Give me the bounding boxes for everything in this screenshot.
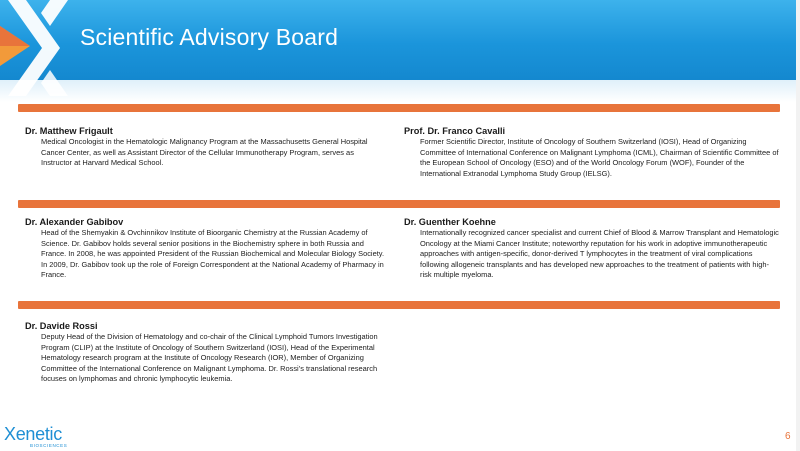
member-description: Deputy Head of the Division of Hematology and co-chair of the Clinical Lymphoid Tumors Investigation Program (CLIP) at the Institute of Oncology of Southern Switzerland (IOSI), Head of the Experimental Hematology research program at the Institute of Oncology Research (IOR), Member of Organizing Committee of the International Conference on Malignant Lymphoma. Dr. Rossi’s translational research focuses on lymphomas and chronic lymphocytic leukemia. bbox=[41, 332, 378, 384]
header-shine bbox=[0, 80, 800, 102]
logo-wordmark: Xenetic bbox=[4, 424, 62, 444]
member-name: Prof. Dr. Franco Cavalli bbox=[404, 126, 506, 136]
divider-bar-middle bbox=[18, 200, 780, 208]
member-description: Head of the Shemyakin & Ovchinnikov Institute of Bioorganic Chemistry at the Russian Academy of Science. Dr. Gabibov holds several senior positions in the Biochemistry sphere in both Russia and France. In 2008, he was appointed President of the Russian Biochemical and Molecular Biology Society. In 2009, Dr. Gabibov took up the role of Foreign Correspondent at the National Academy of Pharmacy in France. bbox=[41, 228, 385, 280]
logo-subtitle: BIOSCIENCES bbox=[30, 443, 68, 448]
member-description: Former Scientific Director, Institute of Oncology of Southern Switzerland (IOSI), Head of Organizing Committee of International Conference on Malignant Lymphoma (ICML), Chairman of Scientific Committee of the European School of Oncology (ESO) and of the World Oncology Forum (WOF), Founder of the International Extranodal Lymphoma Study Group (IELSG). bbox=[420, 137, 779, 178]
member-name: Dr. Matthew Frigault bbox=[25, 126, 113, 136]
divider-bar-top bbox=[18, 104, 780, 112]
x-logo-icon bbox=[0, 0, 76, 96]
member-bio-koehne bbox=[404, 216, 780, 281]
divider-bar-bottom bbox=[18, 301, 780, 309]
member-name: Dr. Alexander Gabibov bbox=[25, 217, 124, 227]
member-bio-cavalli bbox=[404, 125, 780, 179]
page-number: 6 bbox=[785, 431, 791, 442]
member-bio-frigault bbox=[25, 125, 385, 169]
member-description: Medical Oncologist in the Hematologic Malignancy Program at the Massachusetts General Hospital Cancer Center, as well as Assistant Director of the Cellular Immunotherapy Program, serves as Instructor at Harvard Medical School. bbox=[41, 137, 368, 168]
member-name: Dr. Guenther Koehne bbox=[404, 217, 496, 227]
slide-edge bbox=[796, 0, 800, 451]
member-description: Internationally recognized cancer specialist and current Chief of Blood & Marrow Transplant and Hematologic Oncology at the Miami Cancer Institute; noteworthy reputation for his work in adoptive immunotherapeutic approaches with antigen-specific, donor-derived T lymphocytes in the treatment of viral complications following allogeneic transplants and has developed new approaches to the treatment of patients with high-risk multiple myeloma. bbox=[420, 228, 779, 280]
member-bio-gabibov bbox=[25, 216, 385, 281]
slide-title: Scientific Advisory Board bbox=[80, 24, 339, 50]
member-name: Dr. Davide Rossi bbox=[25, 321, 98, 331]
xenetic-logo bbox=[4, 424, 104, 451]
member-bio-rossi bbox=[25, 320, 385, 385]
